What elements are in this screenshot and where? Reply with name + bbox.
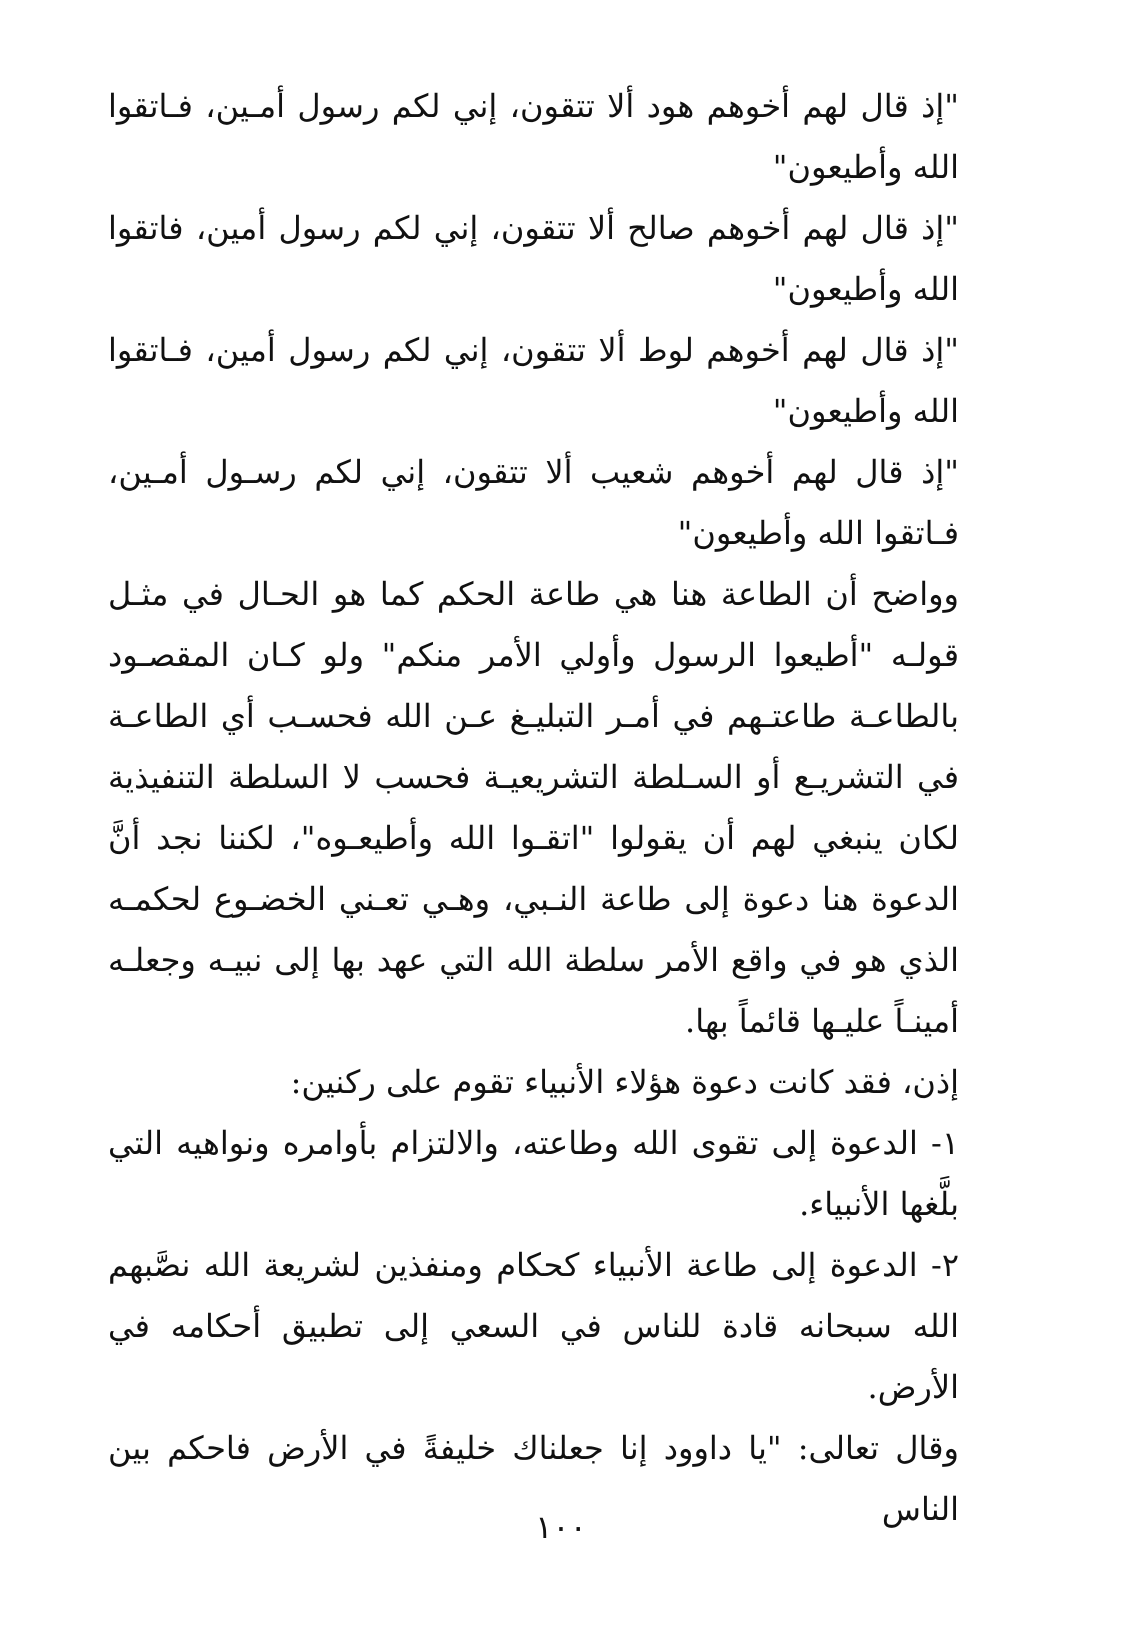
dawud-verse-paragraph: وقال تعالى: "يا داوود إنا جعلناك خليفةً في الأرض فاحكم بين الناس xyxy=(108,1429,959,1528)
pillar-one-item: ١- الدعوة إلى تقوى الله وطاعته، والالتزام بأوامره ونواهيه التي بلَّغها الأنبياء. xyxy=(108,1124,960,1223)
obedience-paragraph: وواضح أن الطاعة هنا هي طاعة الحكم كما هو الحـال في مثـل قولـه "أطيعوا الرسول وأولي الأمر منكم" ولو كـان المقصـود بالطاعـة طاعتـهم في أمـر التبليـغ عـن الله فحسـب أي الطاعـة في التشريـع أو السـلطة التشريعيـة فحسب لا السلطة التنفيذية لكان ينبغي لهم أن يقولوا "اتقـوا الله وأطيعـوه"، لكننا نجد أنَّ الدعوة هنا دعوة إلى طاعة النـبي، وهـي تعـني الخضـوع لحكمـه الذي هو في واقع الأمر سلطة الله التي عهد بها إلى نبيـه وجعلـه أمينـاً عليـها قائماً بها. xyxy=(108,575,959,1040)
page-number: ١٠٠ xyxy=(535,1508,587,1546)
two-pillars-intro: إذن، فقد كانت دعوة هؤلاء الأنبياء تقوم على ركنين: xyxy=(290,1063,959,1101)
quote-lut-paragraph: "إذ قال لهم أخوهم لوط ألا تتقون، إني لكم رسول أمين، فـاتقوا الله وأطيعون" xyxy=(108,331,959,430)
quote-hud-paragraph: "إذ قال لهم أخوهم هود ألا تتقون، إني لكم رسول أمـين، فـاتقوا الله وأطيعون" xyxy=(108,87,959,186)
quote-salih-paragraph: "إذ قال لهم أخوهم صالح ألا تتقون، إني لكم رسول أمين، فاتقوا الله وأطيعون" xyxy=(108,209,959,308)
body-text xyxy=(108,76,1019,1540)
quote-shuayb-paragraph: "إذ قال لهم أخوهم شعيب ألا تتقون، إني لكم رسـول أمـين، فـاتقوا الله وأطيعون" xyxy=(108,453,959,552)
pillar-two-item: ٢- الدعوة إلى طاعة الأنبياء كحكام ومنفذين لشريعة الله نصَّبهم الله سبحانه قادة للناس في السعي إلى تطبيق أحكامه في الأرض. xyxy=(108,1246,960,1406)
